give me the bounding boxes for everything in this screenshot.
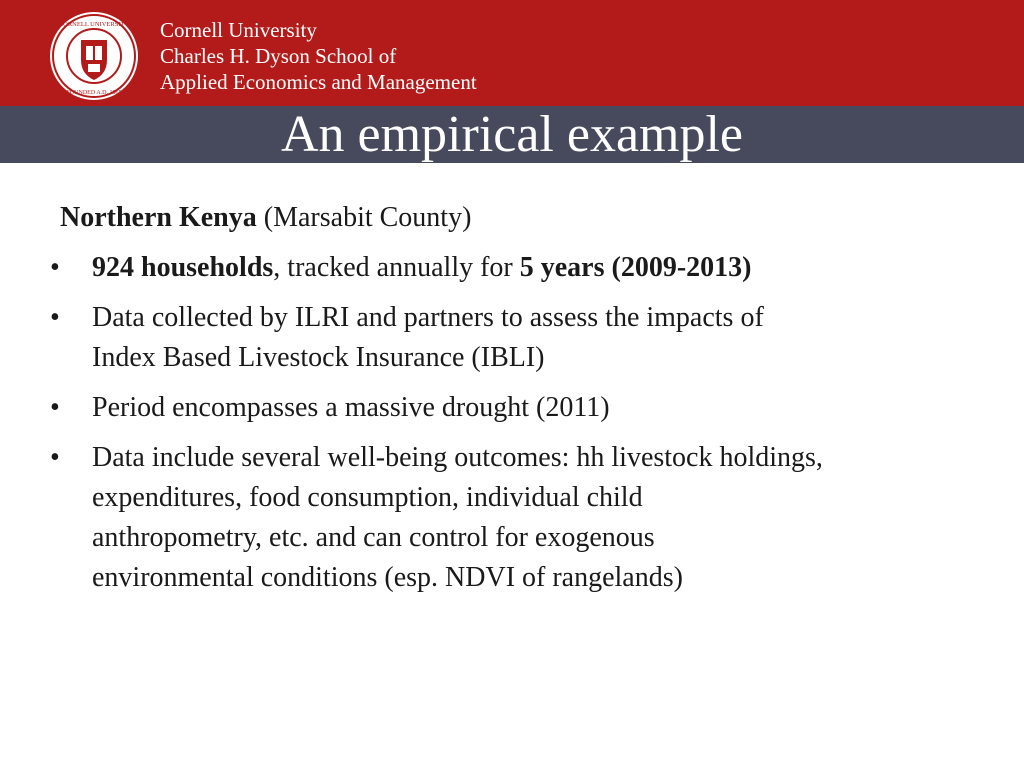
cornell-seal-logo	[48, 10, 140, 102]
institution-line-2: Charles H. Dyson School of	[160, 44, 397, 68]
intro-rest: (Marsabit County)	[256, 202, 472, 233]
bullet-2-line-2: Index Based Livestock Insurance (IBLI)	[92, 342, 545, 373]
institution-name	[160, 17, 477, 95]
bullet-2-line-1: Data collected by ILRI and partners to assess the impacts of	[92, 302, 764, 333]
header-banner	[0, 0, 1024, 106]
bullet-1	[92, 248, 972, 288]
svg-text:FOUNDED A.D. 1865: FOUNDED A.D. 1865	[66, 90, 122, 96]
slide-title: An empirical example	[280, 106, 744, 163]
institution-line-1: Cornell University	[160, 18, 317, 42]
bullet-marker: •	[50, 392, 60, 423]
bullet-marker: •	[50, 442, 60, 473]
bullet-4-line-2: expenditures, food consumption, individual child	[92, 482, 643, 513]
bullet-1-bold-years: 5 years (2009-2013)	[519, 252, 752, 283]
bullet-2	[92, 298, 972, 378]
bullet-marker: •	[50, 252, 60, 283]
svg-text:CORNELL UNIVERSITY: CORNELL UNIVERSITY	[58, 21, 130, 28]
bullet-3	[92, 388, 972, 428]
bullet-marker: •	[50, 302, 60, 333]
bullet-4-line-1: Data include several well-being outcomes: hh livestock holdings,	[92, 442, 823, 473]
bullet-1-bold-households: 924 households	[92, 252, 274, 283]
bullet-4	[92, 438, 972, 598]
bullet-3-line-1: Period encompasses a massive drought (2011)	[92, 392, 610, 423]
bullet-4-line-3: anthropometry, etc. and can control for exogenous	[92, 522, 655, 553]
intro-bold: Northern Kenya	[60, 202, 257, 233]
bullet-4-line-4: environmental conditions (esp. NDVI of rangelands)	[92, 562, 683, 593]
bullet-1-text: , tracked annually for	[273, 252, 520, 283]
institution-line-3: Applied Economics and Management	[160, 70, 477, 94]
intro-line	[60, 198, 471, 238]
